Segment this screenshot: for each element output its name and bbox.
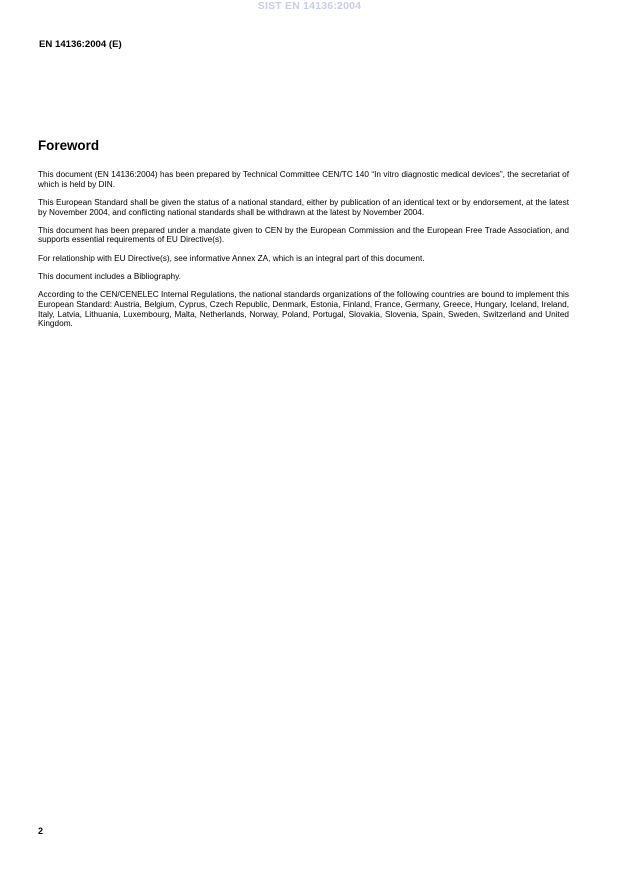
- foreword-heading: Foreword: [38, 138, 100, 153]
- paragraph-directive-relationship: For relationship with EU Directive(s), see informative Annex ZA, which is an integral part of this document.: [38, 253, 425, 263]
- paragraph-mandate: This document has been prepared under a mandate given to CEN by the European Commission and the European Free Trade Association, and supports essential requirements of EU Directive(s).: [38, 225, 569, 245]
- document-watermark: SIST EN 14136:2004: [257, 0, 362, 12]
- foreword-body: [38, 170, 569, 337]
- page-number: 2: [38, 826, 44, 836]
- paragraph-status: This European Standard shall be given the status of a national standard, either by publication of an identical text or by endorsement, at the latest by November 2004, and conflicting national standards shall be withdrawn at the latest by November 2004.: [38, 197, 569, 217]
- paragraph-implementation-countries: According to the CEN/CENELEC Internal Regulations, the national standards organizations of the following countries are bound to implement this European Standard: Austria, Belgium, Cyprus, Czech Republic, Denmark, Estonia, Finland, France, Germany, Greece, Hungary, Iceland, Ireland, Italy, Latvia, Lithuania, Luxembourg, Malta, Netherlands, Norway, Poland, Portugal, Slovakia, Slovenia, Spain, Sweden, Switzerland and United Kingdom.: [38, 290, 569, 329]
- document-reference: EN 14136:2004 (E): [39, 39, 122, 50]
- paragraph-bibliography: This document includes a Bibliography.: [38, 271, 181, 281]
- paragraph-preparation: This document (EN 14136:2004) has been prepared by Technical Committee CEN/TC 140 “In vitro diagnostic medical devices”, the secretariat of which is held by DIN.: [38, 170, 569, 189]
